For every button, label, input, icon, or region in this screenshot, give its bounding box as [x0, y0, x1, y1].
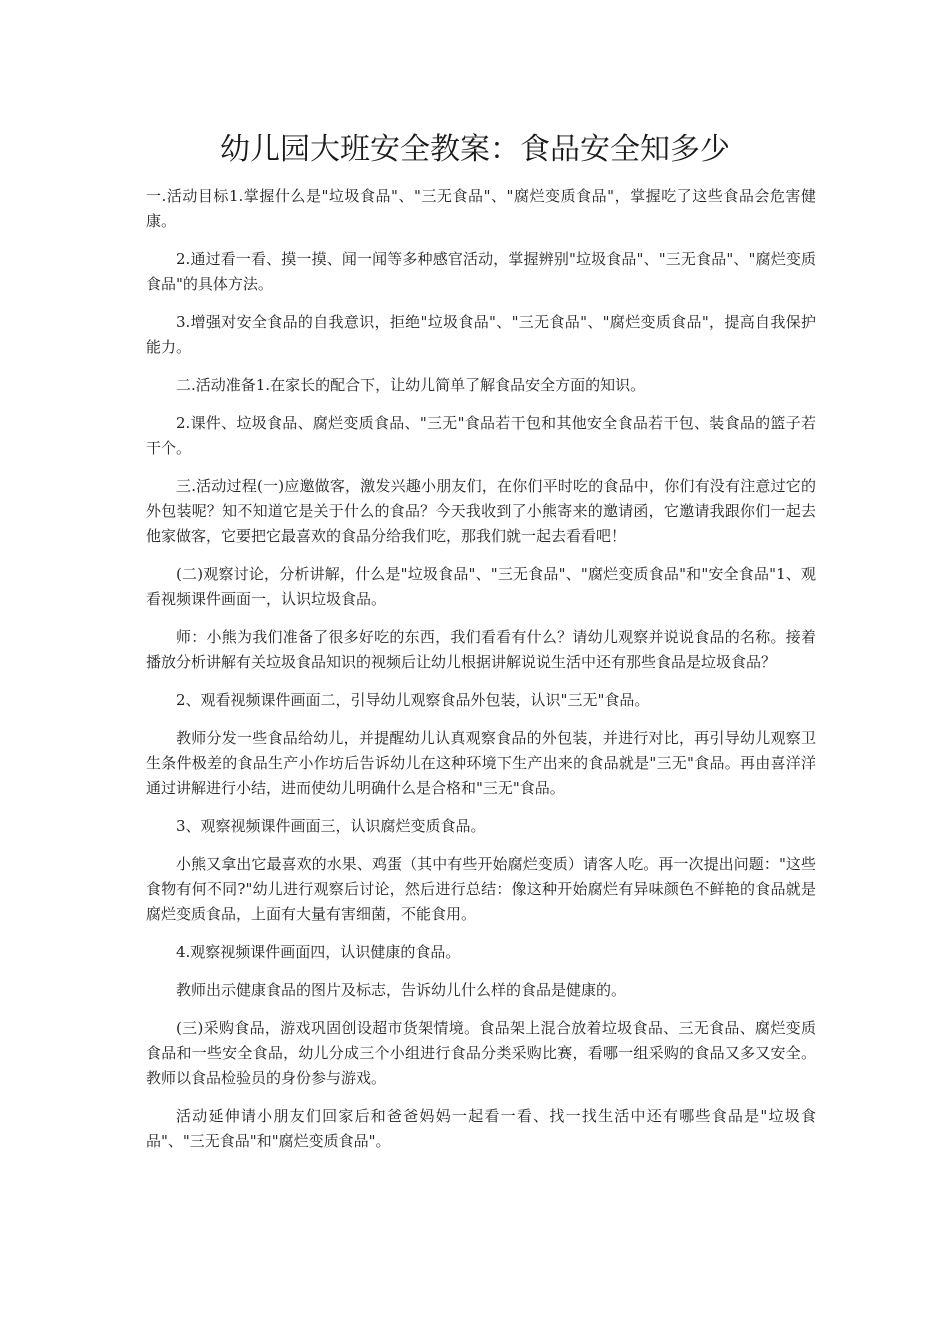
document-body	[146, 184, 816, 1167]
paragraph-game: (三)采购食品，游戏巩固创设超市货架情境。食品架上混合放着垃圾食品、三无食品、腐烂变质食品和一些安全食品，幼儿分成三个小组进行食品分类采购比赛，看哪一组采购的食品又多又安全。教师以食品检验员的身份参与游戏。	[146, 1019, 816, 1087]
paragraph-goal-2: 2.通过看一看、摸一摸、闻一闻等多种感官活动，掌握辨别"垃圾食品"、"三无食品"、"腐烂变质食品"的具体方法。	[146, 250, 816, 293]
paragraph-process-2: (二)观察讨论，分析讲解，什么是"垃圾食品"、"三无食品"、"腐烂变质食品"和"安全食品"1、观看视频课件画面一，认识垃圾食品。	[146, 565, 816, 608]
paragraph-teacher-2: 教师分发一些食品给幼儿，并提醒幼儿认真观察食品的外包装，并进行对比，再引导幼儿观察卫生条件极差的食品生产小作坊后告诉幼儿在这种环境下生产出来的食品就是"三无"食品。再由喜洋洋通过讲解进行小结，进而使幼儿明确什么是合格和"三无"食品。	[146, 729, 816, 797]
paragraph-video-3: 3、观察视频课件画面三，认识腐烂变质食品。	[176, 817, 486, 835]
paragraph-bear: 小熊又拿出它最喜欢的水果、鸡蛋（其中有些开始腐烂变质）请客人吃。再一次提出问题："这些食物有何不同?"幼儿进行观察后讨论，然后进行总结：像这种开始腐烂有异味颜色不鲜艳的食品就是腐烂变质食品，上面有大量有害细菌，不能食用。	[146, 855, 816, 923]
paragraph-goal-1: 一.活动目标1.掌握什么是"垃圾食品"、"三无食品"、"腐烂变质食品"，掌握吃了这些食品会危害健康。	[146, 187, 816, 230]
paragraph-healthy: 教师出示健康食品的图片及标志，告诉幼儿什么样的食品是健康的。	[176, 981, 627, 999]
document-title: 幼儿园大班安全教案：食品安全知多少	[220, 132, 730, 167]
paragraph-goal-3: 3.增强对安全食品的自我意识，拒绝"垃圾食品"、"三无食品"、"腐烂变质食品"，提高自我保护能力。	[146, 313, 816, 356]
paragraph-prep-2: 2.课件、垃圾食品、腐烂变质食品、"三无"食品若干包和其他安全食品若干包、装食品的篮子若干个。	[146, 414, 816, 457]
paragraph-video-2: 2、观看视频课件画面二，引导幼儿观察食品外包装，认识"三无"食品。	[176, 691, 650, 709]
paragraph-process-1: 三.活动过程(一)应邀做客，激发兴趣小朋友们，在你们平时吃的食品中，你们有没有注意过它的外包装呢？知不知道它是关于什么的食品？今天我收到了小熊寄来的邀请函，它邀请我跟你们一起去他家做客，它要把它最喜欢的食品分给我们吃，那我们就一起去看看吧！	[146, 477, 816, 545]
paragraph-teacher-1: 师：小熊为我们准备了很多好吃的东西，我们看看有什么？请幼儿观察并说说食品的名称。接着播放分析讲解有关垃圾食品知识的视频后让幼儿根据讲解说说生活中还有那些食品是垃圾食品？	[146, 628, 816, 671]
paragraph-video-4: 4.观察视频课件画面四，认识健康的食品。	[176, 943, 461, 961]
paragraph-extension: 活动延伸请小朋友们回家后和爸爸妈妈一起看一看、找一找生活中还有哪些食品是"垃圾食品"、"三无食品"和"腐烂变质食品"。	[146, 1107, 816, 1150]
paragraph-prep-1: 二.活动准备1.在家长的配合下，让幼儿简单了解食品安全方面的知识。	[176, 376, 646, 394]
